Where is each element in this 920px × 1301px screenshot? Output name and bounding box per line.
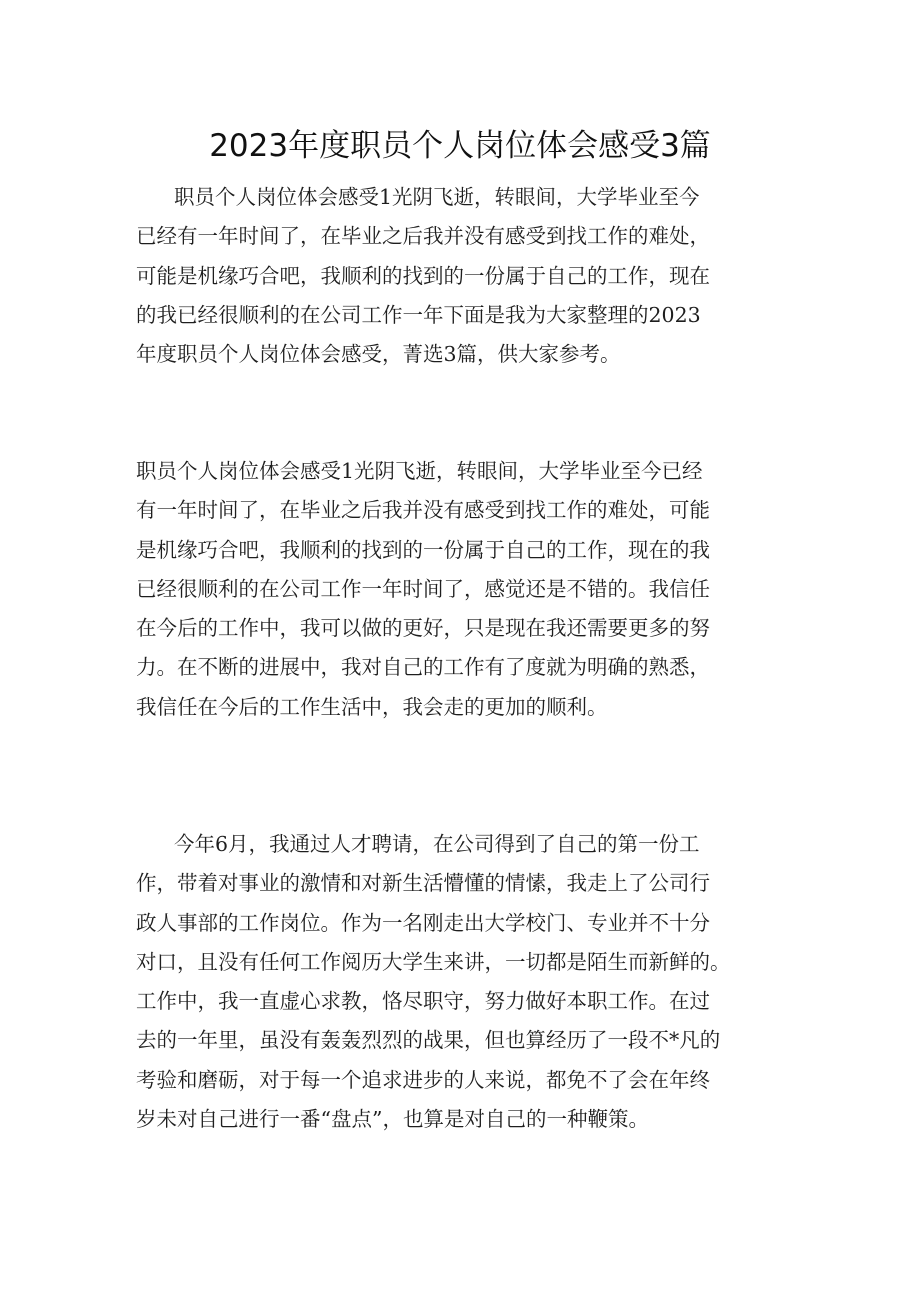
paragraph-line: 职员个人岗位体会感受1光阴飞逝，转眼间，大学毕业至今 <box>174 185 700 209</box>
paragraph-line: 已经很顺利的在公司工作一年时间了，感觉还是不错的。我信任 <box>136 576 710 601</box>
paragraph-line: 政人事部的工作岗位。作为一名刚走出大学校门、专业并不十分 <box>136 910 710 935</box>
paragraph-line: 作，带着对事业的激情和对新生活懵懂的情愫，我走上了公司行 <box>136 871 710 896</box>
paragraph-line: 力。在不断的进展中，我对自己的工作有了度就为明确的熟悉， <box>136 655 710 680</box>
paragraph-line: 在今后的工作中，我可以做的更好，只是现在我还需要更多的努 <box>136 616 710 641</box>
paragraph-line: 年度职员个人岗位体会感受，菁选3篇，供大家参考。 <box>136 342 621 367</box>
paragraph-essay-1 <box>136 452 710 727</box>
paragraph-line: 对口，且没有任何工作阅历大学生来讲，一切都是陌生而新鲜的。 <box>136 949 731 974</box>
paragraph-line: 可能是机缘巧合吧，我顺利的找到的一份属于自己的工作，现在 <box>136 263 710 288</box>
paragraph-line: 有一年时间了，在毕业之后我并没有感受到找工作的难处，可能 <box>136 498 710 523</box>
paragraph-line: 是机缘巧合吧，我顺利的找到的一份属于自己的工作，现在的我 <box>136 537 710 562</box>
paragraph-line: 职员个人岗位体会感受1光阴飞逝，转眼间，大学毕业至今已经 <box>136 459 703 483</box>
paragraph-line: 的我已经很顺利的在公司工作一年下面是我为大家整理的2023 <box>136 302 701 327</box>
paragraph-line: 我信任在今后的工作生活中，我会走的更加的顺利。 <box>136 694 608 719</box>
paragraph-intro <box>136 178 710 374</box>
paragraph-line: 考验和磨砺，对于每一个追求进步的人来说，都免不了会在年终 <box>136 1067 710 1092</box>
paragraph-line: 去的一年里，虽没有轰轰烈烈的战果，但也算经历了一段不*凡的 <box>136 1028 721 1053</box>
paragraph-line: 已经有一年时间了，在毕业之后我并没有感受到找工作的难处， <box>136 224 710 249</box>
paragraph-line: 今年6月，我通过人才聘请，在公司得到了自己的第一份工 <box>174 832 700 856</box>
paragraph-line: 岁未对自己进行一番“盘点”，也算是对自己的一种鞭策。 <box>136 1107 649 1132</box>
document-title: 2023年度职员个人岗位体会感受3篇 <box>209 128 711 164</box>
paragraph-essay-2 <box>136 825 731 1139</box>
paragraph-line: 工作中，我一直虚心求教，恪尽职守，努力做好本职工作。在过 <box>136 989 710 1014</box>
